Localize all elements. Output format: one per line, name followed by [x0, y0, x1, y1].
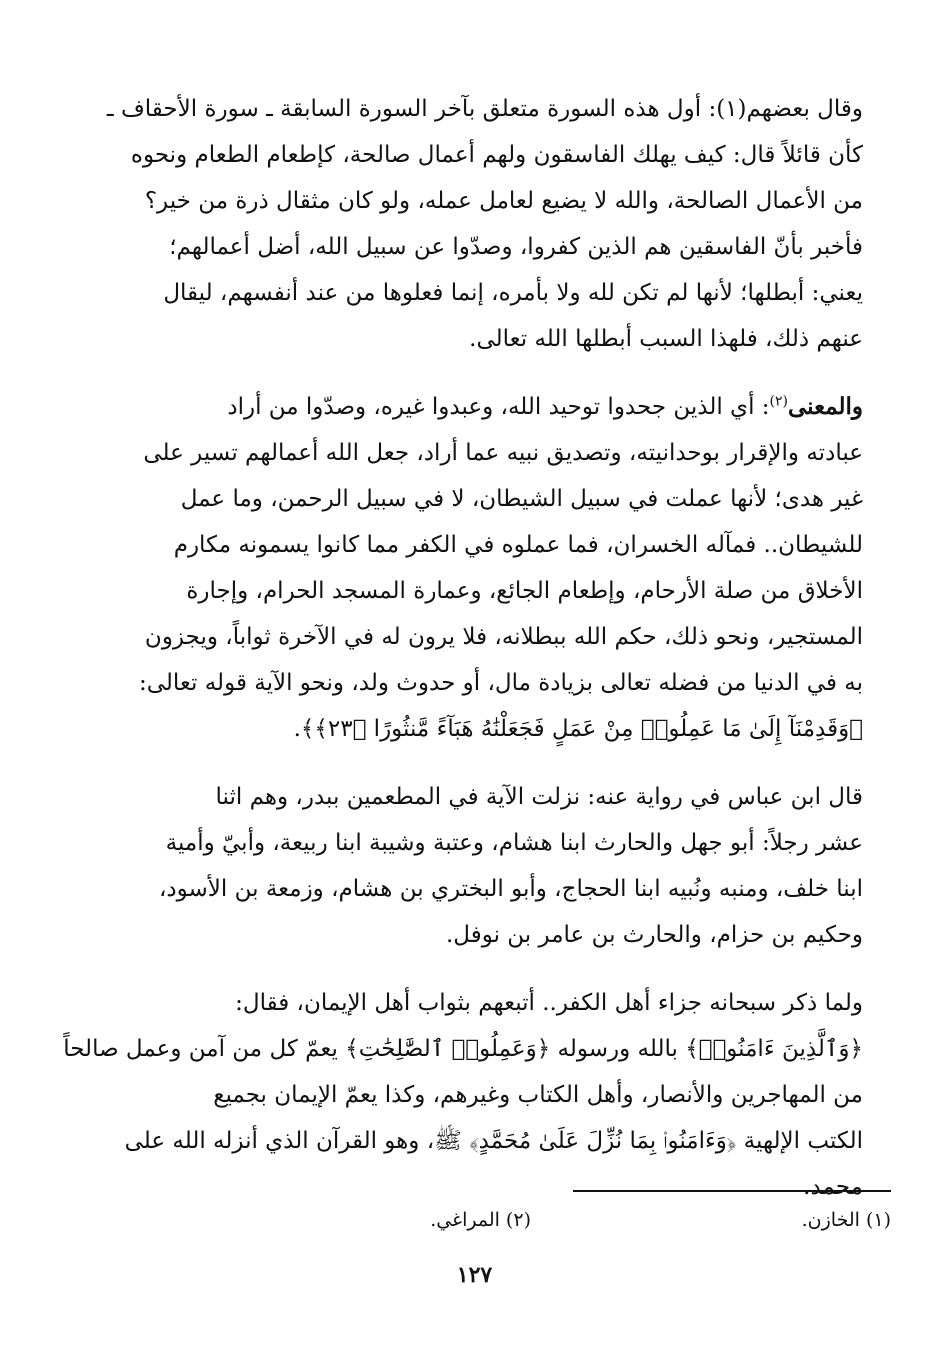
text-line: وقال بعضهم(١): أول هذه السورة متعلق بآخر السورة السابقة ـ سورة الأحقاف ـ	[106, 96, 863, 122]
text-line: ﴿وَٱلَّذِينَ ءَامَنُوا۟﴾ بالله ورسوله ﴿وَعَمِلُوا۟ ٱلصَّٰلِحَٰتِ﴾ يعمّ كل من آمن وعمل صالحاً	[63, 1036, 863, 1062]
text-line: عشر رجلاً: أبو جهل والحارث ابنا هشام، وعتبة وشيبة ابنا ربيعة، وأبيّ وأمية	[165, 830, 863, 856]
text-line: من المهاجرين والأنصار، وأهل الكتاب وغيرهم، وكذا يعمّ الإيمان بجميع	[213, 1082, 863, 1108]
text-line: قال ابن عباس في رواية عنه: نزلت الآية في المطعمين ببدر، وهم اثنا	[215, 784, 863, 810]
text-line: يعني: أبطلها؛ لأنها لم تكن لله ولا بأمره، إنما فعلوها من عند أنفسهم، ليقال	[163, 280, 863, 306]
text-line-rest: : أي الذين جحدوا توحيد الله، وعبدوا غيره، وصدّوا من أراد	[227, 394, 770, 420]
text-line: للشيطان.. فمآله الخسران، فما عملوه في الكفر مما كانوا يسمونه مكارم	[173, 532, 863, 558]
footnote-1: (١) الخازن.	[801, 1209, 891, 1231]
paragraph-2	[58, 384, 891, 752]
footnotes	[58, 1205, 891, 1235]
text-line: به في الدنيا من فضله تعالى بزيادة مال، أو حدوث ولد، ونحو الآية قوله تعالى:	[138, 670, 863, 696]
text-line: الأخلاق من صلة الأرحام، وإطعام الجائع، وعمارة المسجد الحرام، وإجارة	[186, 578, 863, 604]
text-line: عبادته والإقرار بوحدانيته، وتصديق نبيه عما أراد، جعل الله أعمالهم تسير على	[143, 440, 863, 466]
text-line: الكتب الإلهية ﴿وَءَامَنُوا۟ بِمَا نُزِّلَ عَلَىٰ مُحَمَّدٍ﴾ ﷺ، وهو القرآن الذي أنزله الله على	[124, 1128, 863, 1154]
text-line: ابنا خلف، ومنبه ونُبيه ابنا الحجاج، وأبو البختري بن هشام، وزمعة بن الأسود،	[158, 876, 863, 902]
paragraph-1	[58, 86, 891, 362]
quran-verse-line: ﴿وَقَدِمْنَآ إِلَىٰ مَا عَمِلُوا۟ مِنْ عَمَلٍ فَجَعَلْنَٰهُ هَبَآءً مَّنثُورًا ﴿٢٣﴾﴾.	[293, 716, 863, 742]
text-line: عنهم ذلك، فلهذا السبب أبطلها الله تعالى.	[469, 326, 863, 352]
lead-word: والمعنى	[787, 393, 863, 420]
text-line: فأخبر بأنّ الفاسقين هم الذين كفروا، وصدّوا عن سبيل الله، أضل أعمالهم؛	[169, 234, 863, 260]
page-number: ١٢٧	[456, 1262, 493, 1288]
text-line: كأن قائلاً قال: كيف يهلك الفاسقون ولهم أعمال صالحة، كإطعام الطعام ونحوه	[130, 142, 863, 168]
text-line	[58, 384, 891, 430]
footnote-divider	[573, 1190, 891, 1192]
text-line: غير هدى؛ لأنها عملت في سبيل الشيطان، لا في سبيل الرحمن، وما عمل	[180, 486, 863, 512]
paragraph-3	[58, 774, 891, 958]
footnote-2: (٢) المراغي.	[430, 1209, 531, 1231]
text-line: ولما ذكر سبحانه جزاء أهل الكفر.. أتبعهم بثواب أهل الإيمان، فقال:	[235, 990, 863, 1016]
paragraph-4	[58, 980, 891, 1210]
text-line: وحكيم بن حزام، والحارث بن عامر بن نوفل.	[445, 922, 863, 948]
text-line: من الأعمال الصالحة، والله لا يضيع لعامل عمله، ولو كان مثقال ذرة من خير؟	[144, 188, 863, 214]
text-line: المستجير، ونحو ذلك، حكم الله ببطلانه، فلا يرون له في الآخرة ثواباً، ويجزون	[144, 624, 863, 650]
text-line: محمد.	[803, 1174, 863, 1200]
footnote-ref: (٢)	[769, 393, 788, 410]
